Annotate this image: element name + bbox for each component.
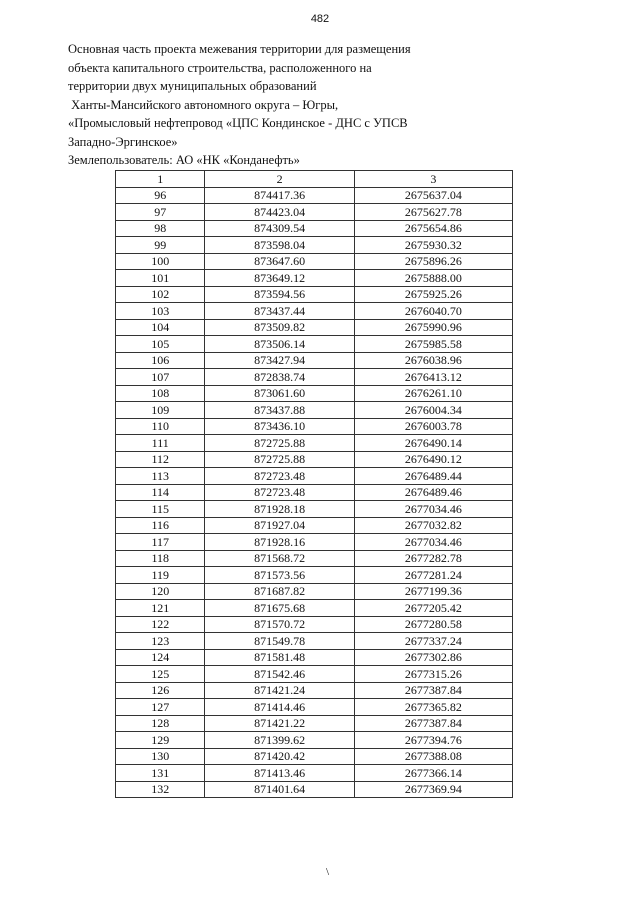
footer-mark: \ bbox=[326, 866, 330, 878]
point-number-cell: 98 bbox=[116, 220, 205, 237]
point-number-cell: 126 bbox=[116, 682, 205, 699]
table-row bbox=[116, 748, 513, 765]
table-row bbox=[116, 715, 513, 732]
x-coordinate-cell: 873436.10 bbox=[205, 418, 354, 435]
y-coordinate-cell: 2676489.46 bbox=[354, 484, 512, 501]
table-row bbox=[116, 319, 513, 336]
table-row bbox=[116, 385, 513, 402]
x-coordinate-cell: 871420.42 bbox=[205, 748, 354, 765]
y-coordinate-cell: 2677387.84 bbox=[354, 715, 512, 732]
point-number-cell: 116 bbox=[116, 517, 205, 534]
table-row bbox=[116, 336, 513, 353]
x-coordinate-cell: 871675.68 bbox=[205, 600, 354, 617]
x-coordinate-cell: 874417.36 bbox=[205, 187, 354, 204]
y-coordinate-cell: 2676004.34 bbox=[354, 402, 512, 419]
table-row bbox=[116, 682, 513, 699]
table-row bbox=[116, 765, 513, 782]
point-number-cell: 115 bbox=[116, 501, 205, 518]
y-coordinate-cell: 2675637.04 bbox=[354, 187, 512, 204]
table-row bbox=[116, 369, 513, 386]
column-header-number: 1 bbox=[116, 171, 205, 188]
y-coordinate-cell: 2677199.36 bbox=[354, 583, 512, 600]
point-number-cell: 118 bbox=[116, 550, 205, 567]
y-coordinate-cell: 2675888.00 bbox=[354, 270, 512, 287]
point-number-cell: 102 bbox=[116, 286, 205, 303]
y-coordinate-cell: 2675990.96 bbox=[354, 319, 512, 336]
point-number-cell: 101 bbox=[116, 270, 205, 287]
point-number-cell: 108 bbox=[116, 385, 205, 402]
x-coordinate-cell: 871573.56 bbox=[205, 567, 354, 584]
table-row bbox=[116, 253, 513, 270]
y-coordinate-cell: 2677034.46 bbox=[354, 501, 512, 518]
x-coordinate-cell: 873647.60 bbox=[205, 253, 354, 270]
point-number-cell: 119 bbox=[116, 567, 205, 584]
y-coordinate-cell: 2676413.12 bbox=[354, 369, 512, 386]
point-number-cell: 112 bbox=[116, 451, 205, 468]
header-line: территории двух муниципальных образований bbox=[68, 79, 317, 93]
y-coordinate-cell: 2676489.44 bbox=[354, 468, 512, 485]
y-coordinate-cell: 2675654.86 bbox=[354, 220, 512, 237]
y-coordinate-cell: 2677388.08 bbox=[354, 748, 512, 765]
point-number-cell: 117 bbox=[116, 534, 205, 551]
point-number-cell: 129 bbox=[116, 732, 205, 749]
point-number-cell: 123 bbox=[116, 633, 205, 650]
table-row bbox=[116, 550, 513, 567]
x-coordinate-cell: 872723.48 bbox=[205, 484, 354, 501]
x-coordinate-cell: 873594.56 bbox=[205, 286, 354, 303]
table-header-row bbox=[116, 171, 513, 188]
y-coordinate-cell: 2676038.96 bbox=[354, 352, 512, 369]
x-coordinate-cell: 872725.88 bbox=[205, 451, 354, 468]
y-coordinate-cell: 2676040.70 bbox=[354, 303, 512, 320]
table-row bbox=[116, 517, 513, 534]
x-coordinate-cell: 873061.60 bbox=[205, 385, 354, 402]
point-number-cell: 97 bbox=[116, 204, 205, 221]
table-row bbox=[116, 699, 513, 716]
point-number-cell: 114 bbox=[116, 484, 205, 501]
point-number-cell: 130 bbox=[116, 748, 205, 765]
y-coordinate-cell: 2677337.24 bbox=[354, 633, 512, 650]
table-row bbox=[116, 352, 513, 369]
coordinates-table bbox=[115, 170, 513, 798]
y-coordinate-cell: 2677302.86 bbox=[354, 649, 512, 666]
x-coordinate-cell: 871399.62 bbox=[205, 732, 354, 749]
table-row bbox=[116, 781, 513, 798]
table-row bbox=[116, 204, 513, 221]
point-number-cell: 100 bbox=[116, 253, 205, 270]
x-coordinate-cell: 873649.12 bbox=[205, 270, 354, 287]
table-row bbox=[116, 451, 513, 468]
point-number-cell: 120 bbox=[116, 583, 205, 600]
point-number-cell: 99 bbox=[116, 237, 205, 254]
y-coordinate-cell: 2677032.82 bbox=[354, 517, 512, 534]
x-coordinate-cell: 871687.82 bbox=[205, 583, 354, 600]
header-line: «Промысловый нефтепровод «ЦПС Кондинское - ДНС с УПСВ bbox=[68, 116, 408, 130]
table-row bbox=[116, 286, 513, 303]
table-row bbox=[116, 220, 513, 237]
header-line: объекта капитального строительства, расположенного на bbox=[68, 60, 372, 75]
x-coordinate-cell: 871581.48 bbox=[205, 649, 354, 666]
table-row bbox=[116, 402, 513, 419]
column-header-y: 3 bbox=[354, 171, 512, 188]
point-number-cell: 124 bbox=[116, 649, 205, 666]
point-number-cell: 121 bbox=[116, 600, 205, 617]
y-coordinate-cell: 2677205.42 bbox=[354, 600, 512, 617]
x-coordinate-cell: 871414.46 bbox=[205, 699, 354, 716]
x-coordinate-cell: 871927.04 bbox=[205, 517, 354, 534]
x-coordinate-cell: 871401.64 bbox=[205, 781, 354, 798]
x-coordinate-cell: 874309.54 bbox=[205, 220, 354, 237]
y-coordinate-cell: 2677366.14 bbox=[354, 765, 512, 782]
x-coordinate-cell: 873437.88 bbox=[205, 402, 354, 419]
point-number-cell: 122 bbox=[116, 616, 205, 633]
point-number-cell: 104 bbox=[116, 319, 205, 336]
table-row bbox=[116, 187, 513, 204]
y-coordinate-cell: 2676490.14 bbox=[354, 435, 512, 452]
x-coordinate-cell: 874423.04 bbox=[205, 204, 354, 221]
point-number-cell: 132 bbox=[116, 781, 205, 798]
x-coordinate-cell: 871928.16 bbox=[205, 534, 354, 551]
x-coordinate-cell: 871568.72 bbox=[205, 550, 354, 567]
point-number-cell: 96 bbox=[116, 187, 205, 204]
table-row bbox=[116, 435, 513, 452]
x-coordinate-cell: 871570.72 bbox=[205, 616, 354, 633]
x-coordinate-cell: 871421.24 bbox=[205, 682, 354, 699]
y-coordinate-cell: 2677394.76 bbox=[354, 732, 512, 749]
document-header bbox=[68, 40, 548, 170]
y-coordinate-cell: 2676490.12 bbox=[354, 451, 512, 468]
x-coordinate-cell: 873427.94 bbox=[205, 352, 354, 369]
x-coordinate-cell: 871542.46 bbox=[205, 666, 354, 683]
y-coordinate-cell: 2675896.26 bbox=[354, 253, 512, 270]
table-row bbox=[116, 237, 513, 254]
y-coordinate-cell: 2675925.26 bbox=[354, 286, 512, 303]
table-row bbox=[116, 616, 513, 633]
point-number-cell: 105 bbox=[116, 336, 205, 353]
x-coordinate-cell: 873598.04 bbox=[205, 237, 354, 254]
header-line: Западно-Эргинское» bbox=[68, 134, 178, 149]
point-number-cell: 125 bbox=[116, 666, 205, 683]
x-coordinate-cell: 873437.44 bbox=[205, 303, 354, 320]
x-coordinate-cell: 873509.82 bbox=[205, 319, 354, 336]
table-row bbox=[116, 468, 513, 485]
table-row bbox=[116, 567, 513, 584]
table-row bbox=[116, 666, 513, 683]
header-line: Ханты-Мансийского автономного округа – Югры, bbox=[68, 97, 339, 112]
point-number-cell: 103 bbox=[116, 303, 205, 320]
point-number-cell: 109 bbox=[116, 402, 205, 419]
point-number-cell: 131 bbox=[116, 765, 205, 782]
y-coordinate-cell: 2675930.32 bbox=[354, 237, 512, 254]
table-row bbox=[116, 501, 513, 518]
y-coordinate-cell: 2677315.26 bbox=[354, 666, 512, 683]
point-number-cell: 106 bbox=[116, 352, 205, 369]
point-number-cell: 127 bbox=[116, 699, 205, 716]
x-coordinate-cell: 872723.48 bbox=[205, 468, 354, 485]
x-coordinate-cell: 871421.22 bbox=[205, 715, 354, 732]
x-coordinate-cell: 873506.14 bbox=[205, 336, 354, 353]
point-number-cell: 111 bbox=[116, 435, 205, 452]
table-row bbox=[116, 270, 513, 287]
table-row bbox=[116, 732, 513, 749]
y-coordinate-cell: 2677281.24 bbox=[354, 567, 512, 584]
table-row bbox=[116, 649, 513, 666]
point-number-cell: 113 bbox=[116, 468, 205, 485]
y-coordinate-cell: 2677387.84 bbox=[354, 682, 512, 699]
x-coordinate-cell: 871413.46 bbox=[205, 765, 354, 782]
column-header-x: 2 bbox=[205, 171, 354, 188]
x-coordinate-cell: 872838.74 bbox=[205, 369, 354, 386]
y-coordinate-cell: 2675985.58 bbox=[354, 336, 512, 353]
page-number: 482 bbox=[310, 13, 330, 25]
table-row bbox=[116, 484, 513, 501]
table-row bbox=[116, 583, 513, 600]
x-coordinate-cell: 871928.18 bbox=[205, 501, 354, 518]
y-coordinate-cell: 2676003.78 bbox=[354, 418, 512, 435]
y-coordinate-cell: 2676261.10 bbox=[354, 385, 512, 402]
y-coordinate-cell: 2675627.78 bbox=[354, 204, 512, 221]
table-row bbox=[116, 633, 513, 650]
header-line: Основная часть проекта межевания территории для размещения bbox=[68, 42, 411, 56]
table-row bbox=[116, 303, 513, 320]
table-body bbox=[116, 187, 513, 798]
point-number-cell: 107 bbox=[116, 369, 205, 386]
y-coordinate-cell: 2677280.58 bbox=[354, 616, 512, 633]
point-number-cell: 128 bbox=[116, 715, 205, 732]
table-row bbox=[116, 534, 513, 551]
table-row bbox=[116, 418, 513, 435]
y-coordinate-cell: 2677034.46 bbox=[354, 534, 512, 551]
y-coordinate-cell: 2677369.94 bbox=[354, 781, 512, 798]
table-row bbox=[116, 600, 513, 617]
y-coordinate-cell: 2677365.82 bbox=[354, 699, 512, 716]
land-user-line: Землепользователь: АО «НК «Конданефть» bbox=[68, 153, 300, 167]
x-coordinate-cell: 872725.88 bbox=[205, 435, 354, 452]
y-coordinate-cell: 2677282.78 bbox=[354, 550, 512, 567]
x-coordinate-cell: 871549.78 bbox=[205, 633, 354, 650]
point-number-cell: 110 bbox=[116, 418, 205, 435]
